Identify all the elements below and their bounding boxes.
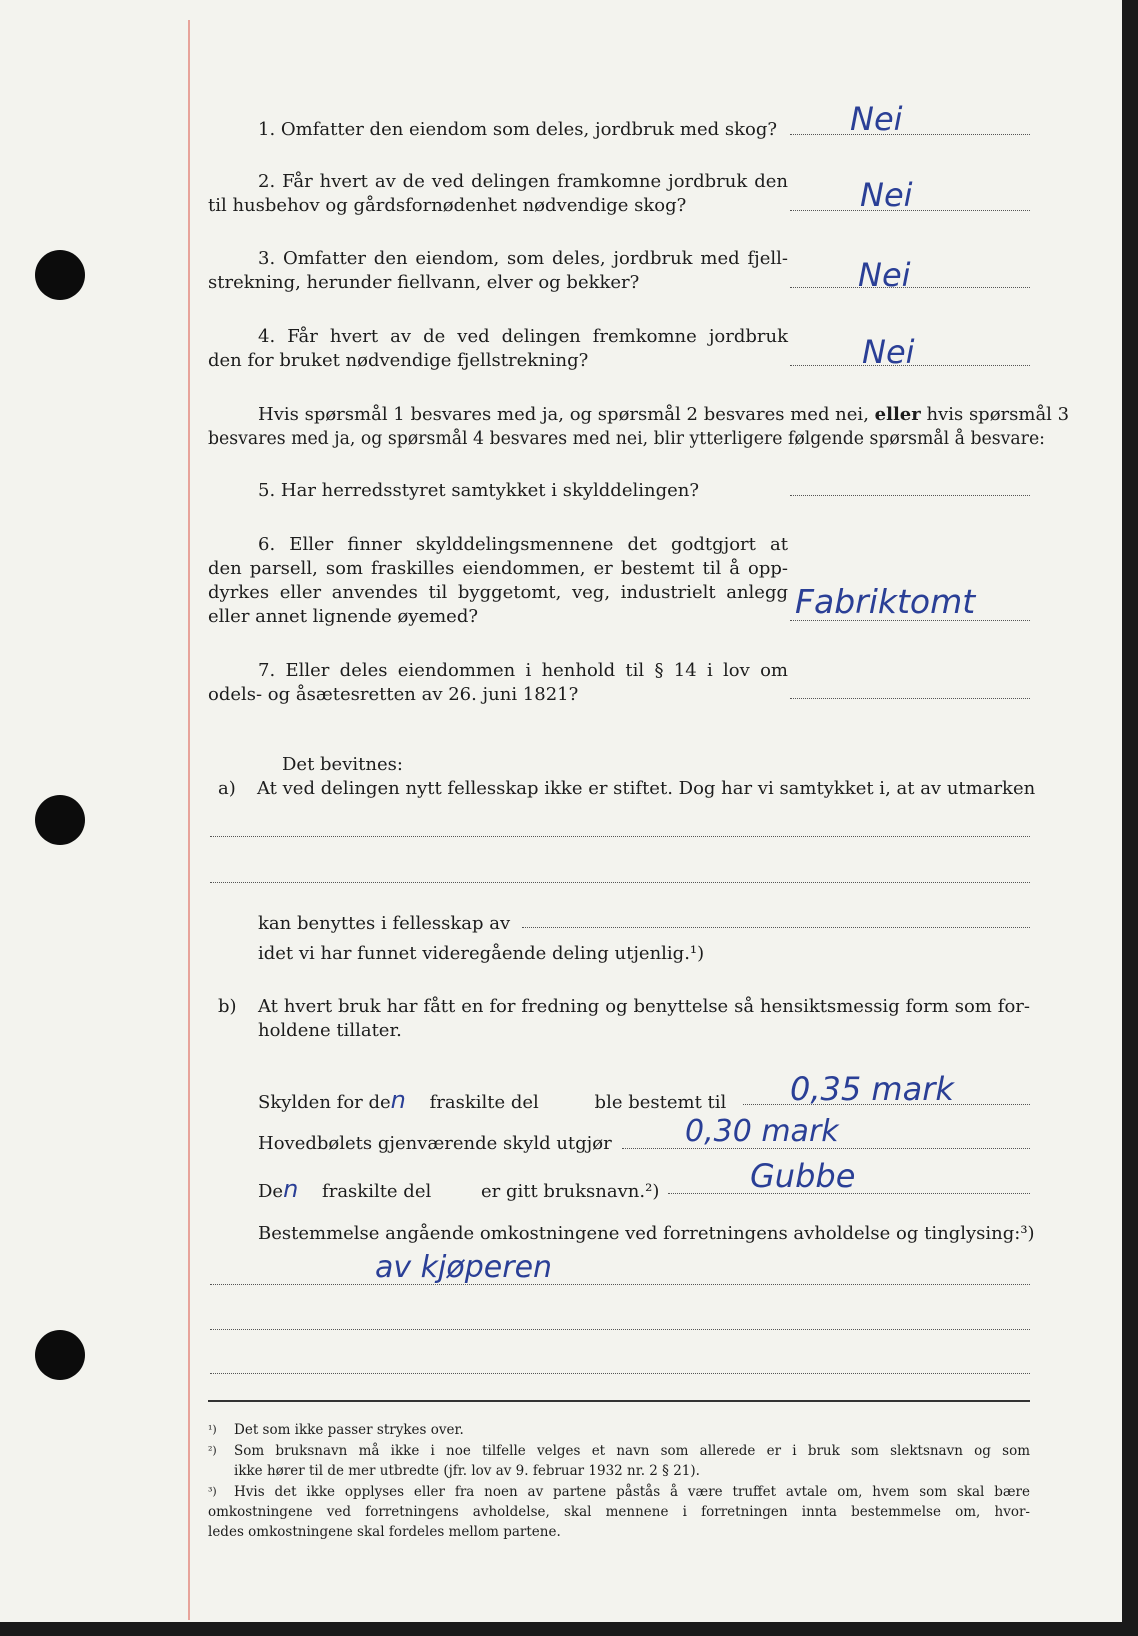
footnote-3-line1: Hvis det ikke opplyses eller fra noen av partene påstås å være truffet avtale om, hvem som skal bære <box>234 1484 1030 1500</box>
condition-line1-pre: Hvis spørsmål 1 besvares med ja, og spørsmål 2 besvares med nei, <box>258 404 869 425</box>
question-5-text: 5. Har herredsstyret samtykket i skylddelingen? <box>258 480 699 501</box>
bruksnavn-value: Gubbe <box>750 1157 856 1195</box>
bruksnavn-label-post: er gitt bruksnavn.²) <box>480 1181 660 1202</box>
bestemmelse-label: Bestemmelse angående omkostningene ved forretningens avholdelse og tinglysing:³) <box>258 1223 1035 1244</box>
footnote-2-line1: Som bruksnavn må ikke i noe tilfelle velges et navn som allerede er i bruk som slektsnavn og som <box>234 1443 1030 1459</box>
blank-line <box>522 927 1030 928</box>
hovedbol-value: 0,30 mark <box>685 1114 839 1149</box>
witness-heading: Det bevitnes: <box>282 754 403 775</box>
question-6-answer: Fabriktomt <box>795 582 976 621</box>
punch-hole <box>35 1330 85 1380</box>
bruksnavn-handwritten-n: n <box>283 1175 299 1203</box>
question-7-text-line1: 7. Eller deles eiendommen i henhold til § 14 i lov om <box>258 660 788 681</box>
margin-line <box>188 20 190 1620</box>
witness-b-label: b) <box>218 996 237 1017</box>
question-7-text-line2: odels- og åsætesretten av 26. juni 1821? <box>208 684 579 705</box>
question-2-text-line2: til husbehov og gårdsfornødenhet nødvendige skog? <box>208 195 687 216</box>
skyld-value: 0,35 mark <box>790 1070 954 1108</box>
witness-b-line2: holdene tillater. <box>258 1020 402 1041</box>
bruksnavn-label-mid: fraskilte del <box>322 1181 432 1202</box>
punch-hole <box>35 250 85 300</box>
question-6-text-line3: dyrkes eller anvendes til byggetomt, veg, industrielt anlegg <box>208 582 788 603</box>
witness-a-text: At ved delingen nytt fellesskap ikke er stiftet. Dog har vi samtykket i, at av utmarken <box>257 778 1036 799</box>
question-4-text-line1: 4. Får hvert av de ved delingen fremkomne jordbruk <box>258 326 788 347</box>
kan-benyttes-text: kan benyttes i fellesskap av <box>258 913 511 934</box>
question-4-text-line2: den for bruket nødvendige fjellstrekning? <box>208 350 589 371</box>
condition-line1 <box>258 403 1069 427</box>
question-2-text-line1: 2. Får hvert av de ved delingen framkomne jordbruk den <box>258 171 788 192</box>
skyld-handwritten-n: n <box>390 1086 406 1114</box>
question-2-answer: Nei <box>860 176 913 214</box>
question-1-text: 1. Omfatter den eiendom som deles, jordbruk med skog? <box>258 119 777 140</box>
skyld-label-post: ble bestemt til <box>594 1092 727 1113</box>
question-6-text-line4: eller annet lignende øyemed? <box>208 606 478 627</box>
skyld-label-pre: Skylden for de <box>258 1092 391 1113</box>
punch-hole <box>35 795 85 845</box>
footnote-3-line2: omkostningene ved forretningens avholdelse, skal mennene i forretningen innta bestemmelse om, hvor- <box>208 1504 1030 1520</box>
blank-line <box>210 1329 1030 1330</box>
blank-line <box>210 1284 1030 1285</box>
hovedbol-label: Hovedbølets gjenværende skyld utgjør <box>258 1133 612 1154</box>
answer-line <box>790 134 1030 135</box>
question-3-answer: Nei <box>858 256 911 294</box>
footnote-2-line2: ikke hører til de mer utbredte (jfr. lov av 9. februar 1932 nr. 2 § 21). <box>234 1463 700 1479</box>
footnote-3-line3: ledes omkostningene skal fordeles mellom partene. <box>208 1524 561 1540</box>
blank-line <box>210 882 1030 883</box>
footnote-2-mark: ²) <box>208 1444 217 1457</box>
condition-line1-bold: eller <box>874 404 921 425</box>
bruksnavn-label-pre: De <box>258 1181 284 1202</box>
blank-line <box>210 836 1030 837</box>
footnote-1-line1: Det som ikke passer strykes over. <box>234 1422 464 1438</box>
footnote-rule <box>208 1400 1030 1402</box>
question-6-text-line1: 6. Eller finner skylddelingsmennene det godtgjort at <box>258 534 788 555</box>
answer-line <box>790 698 1030 699</box>
question-4-answer: Nei <box>862 333 915 371</box>
question-1-answer: Nei <box>850 100 903 138</box>
question-3-text-line1: 3. Omfatter den eiendom, som deles, jordbruk med fjell- <box>258 248 788 269</box>
bestemmelse-value: av kjøperen <box>375 1250 553 1285</box>
condition-line1-post: hvis spørsmål 3 <box>926 404 1070 425</box>
question-6-text-line2: den parsell, som fraskilles eiendommen, er bestemt til å opp- <box>208 558 788 579</box>
bruksnavn-label <box>258 1177 659 1204</box>
skyld-label <box>258 1088 726 1115</box>
question-3-text-line2: strekning, herunder fiellvann, elver og bekker? <box>208 272 640 293</box>
idet-text: idet vi har funnet videregående deling utjenlig.¹) <box>258 943 705 964</box>
witness-b-line1: At hvert bruk har fått en for fredning og benyttelse så hensiktsmessig form som for- <box>258 996 1030 1017</box>
witness-a-label: a) <box>218 778 236 799</box>
answer-line <box>790 495 1030 496</box>
blank-line <box>210 1373 1030 1374</box>
footnote-3-mark: ³) <box>208 1485 217 1498</box>
footnote-1-mark: ¹) <box>208 1423 217 1436</box>
condition-line2: besvares med ja, og spørsmål 4 besvares med nei, blir ytterligere følgende spørsmål å besvare: <box>208 429 1045 449</box>
skyld-label-mid: fraskilte del <box>429 1092 539 1113</box>
